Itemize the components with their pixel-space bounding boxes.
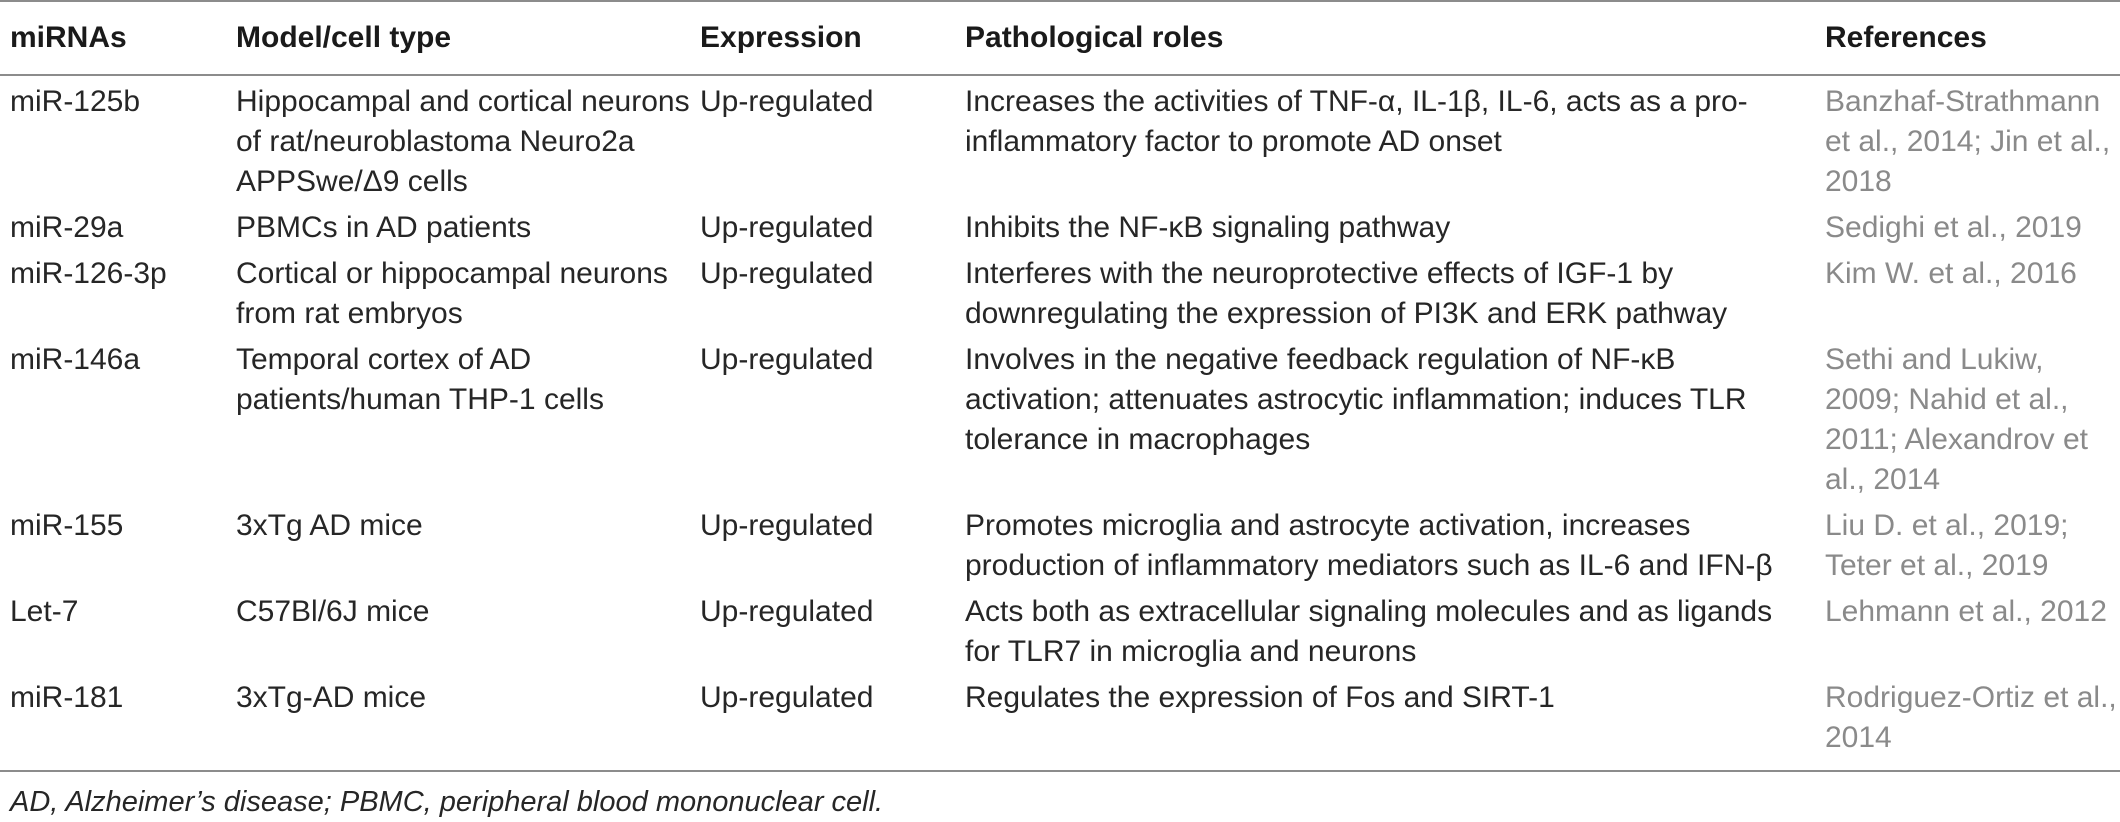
cell-model: Hippocampal and cortical neurons of rat/neuroblastoma Neuro2a APPSwe/Δ9 cells	[236, 85, 690, 198]
cell-references: Sethi and Lukiw, 2009; Nahid et al., 2011; Alexandrov et al., 2014	[1825, 343, 2088, 496]
table-row	[0, 248, 2120, 334]
header-expression: Expression	[700, 21, 862, 54]
cell-roles: Interferes with the neuroprotective effects of IGF-1 by downregulating the expression of PI3K and ERK pathway	[965, 257, 1728, 330]
table-row	[0, 586, 2120, 672]
table-header-row	[0, 1, 2120, 75]
cell-model: 3xTg-AD mice	[236, 681, 427, 714]
cell-mirna: miR-146a	[10, 343, 141, 376]
cell-references: Rodriguez-Ortiz et al., 2014	[1825, 681, 2117, 754]
table-row	[0, 202, 2120, 248]
cell-mirna: Let-7	[10, 595, 79, 628]
cell-roles: Promotes microglia and astrocyte activation, increases production of inflammatory mediators such as IL-6 and IFN-β	[965, 509, 1773, 582]
cell-model: Temporal cortex of AD patients/human THP-1 cells	[236, 343, 604, 416]
cell-expression: Up-regulated	[700, 509, 874, 542]
cell-references: Liu D. et al., 2019; Teter et al., 2019	[1825, 509, 2069, 582]
cell-expression: Up-regulated	[700, 681, 874, 714]
cell-roles: Increases the activities of TNF-α, IL-1β, IL-6, acts as a pro-inflammatory factor to promote AD onset	[965, 85, 1748, 158]
cell-references: Banzhaf-Strathmann et al., 2014; Jin et al., 2018	[1825, 85, 2111, 198]
cell-expression: Up-regulated	[700, 211, 874, 244]
cell-model: Cortical or hippocampal neurons from rat embryos	[236, 257, 668, 330]
cell-mirna: miR-126-3p	[10, 257, 167, 290]
cell-references: Lehmann et al., 2012	[1825, 595, 2107, 628]
header-mirnas: miRNAs	[10, 21, 127, 54]
table-row	[0, 672, 2120, 771]
cell-expression: Up-regulated	[700, 595, 874, 628]
cell-expression: Up-regulated	[700, 343, 874, 376]
cell-references: Kim W. et al., 2016	[1825, 257, 2077, 290]
cell-model: PBMCs in AD patients	[236, 211, 532, 244]
cell-expression: Up-regulated	[700, 257, 874, 290]
cell-model: 3xTg AD mice	[236, 509, 423, 542]
cell-model: C57Bl/6J mice	[236, 595, 430, 628]
cell-roles: Involves in the negative feedback regulation of NF-κB activation; attenuates astrocytic inflammation; induces TLR tolerance in macrophages	[965, 343, 1747, 456]
header-model-cell-type: Model/cell type	[236, 21, 452, 54]
cell-roles: Inhibits the NF-κB signaling pathway	[965, 211, 1451, 244]
cell-roles: Acts both as extracellular signaling molecules and as ligands for TLR7 in microglia and neurons	[965, 595, 1773, 668]
table-row	[0, 500, 2120, 586]
header-pathological-roles: Pathological roles	[965, 21, 1224, 54]
cell-references: Sedighi et al., 2019	[1825, 211, 2082, 244]
table-row	[0, 75, 2120, 202]
table-row	[0, 334, 2120, 500]
cell-mirna: miR-29a	[10, 211, 124, 244]
cell-expression: Up-regulated	[700, 85, 874, 118]
cell-mirna: miR-125b	[10, 85, 141, 118]
table-footnote: AD, Alzheimer’s disease; PBMC, peripheral blood mononuclear cell.	[10, 786, 884, 818]
header-references: References	[1825, 21, 1987, 54]
cell-mirna: miR-181	[10, 681, 124, 714]
cell-mirna: miR-155	[10, 509, 124, 542]
cell-roles: Regulates the expression of Fos and SIRT-1	[965, 681, 1555, 714]
